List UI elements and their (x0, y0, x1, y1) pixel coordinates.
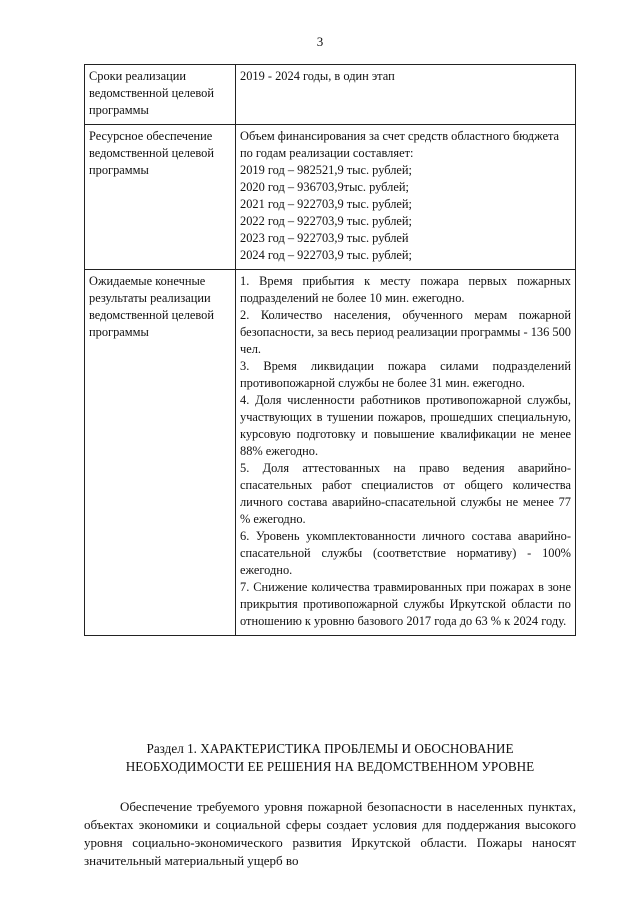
row-value-resource-provision (236, 125, 576, 270)
value-line: 2019 - 2024 годы, в один этап (240, 69, 395, 83)
result-item-4: 4. Доля численности работников противопожарной службы, участвующих в тушении пожаров, прошедших специальную, курсовую подготовку и повышение квалификации не менее 88% ежегодно. (240, 393, 571, 458)
funding-year-2024: 2024 год – 922703,9 тыс. рублей; (240, 248, 412, 262)
row-value-implementation-period (236, 65, 576, 125)
row-label-expected-results: Ожидаемые конечные результаты реализации ведомственной целевой программы (85, 270, 236, 636)
table-row (85, 65, 576, 125)
result-item-3: 3. Время ликвидации пожара силами подразделений противопожарной службы не более 31 мин. ежегодно. (240, 359, 571, 390)
result-item-6: 6. Уровень укомплектованности личного состава аварийно-спасательной службы (соответствие нормативу) - 100% ежегодно. (240, 529, 571, 577)
funding-year-2019: 2019 год – 982521,9 тыс. рублей; (240, 163, 412, 177)
table-row (85, 125, 576, 270)
body-paragraph: Обеспечение требуемого уровня пожарной безопасности в населенных пунктах, объектах экономики и социальной сферы создает условия для поддержания высокого уровня социально-экономического развития Иркутской области. Пожары наносят значительный материальный ущерб во (84, 799, 576, 868)
page-number: 3 (316, 34, 324, 49)
program-passport-table (84, 64, 576, 636)
row-value-expected-results (236, 270, 576, 636)
table-row (85, 270, 576, 636)
section-title-line: НЕОБХОДИМОСТИ ЕЕ РЕШЕНИЯ НА ВЕДОМСТВЕННОМ УРОВНЕ (125, 759, 535, 774)
row-label-implementation-period: Сроки реализации ведомственной целевой программы (85, 65, 236, 125)
result-item-7: 7. Снижение количества травмированных при пожарах в зоне прикрытия противопожарной службы Иркутской области по отношению к уровню базового 2017 года до 63 % к 2024 году. (240, 580, 571, 628)
result-item-2: 2. Количество населения, обученного мерам пожарной безопасности, за весь период реализации программы - 136 500 чел. (240, 308, 571, 356)
funding-year-2021: 2021 год – 922703,9 тыс. рублей; (240, 197, 412, 211)
funding-year-2022: 2022 год – 922703,9 тыс. рублей; (240, 214, 412, 228)
row-label-resource-provision: Ресурсное обеспечение ведомственной целевой программы (85, 125, 236, 270)
funding-year-2020: 2020 год – 936703,9тыс. рублей; (240, 180, 409, 194)
section-title-line: Раздел 1. ХАРАКТЕРИСТИКА ПРОБЛЕМЫ И ОБОСНОВАНИЕ (146, 741, 514, 756)
result-item-5: 5. Доля аттестованных на право ведения аварийно-спасательных работ специалистов от общего количества личного состава аварийно-спасательной службы не менее 77 % ежегодно. (240, 461, 571, 526)
funding-year-2023: 2023 год – 922703,9 тыс. рублей (240, 231, 409, 245)
funding-intro: Объем финансирования за счет средств областного бюджета по годам реализации составляет: (240, 129, 560, 160)
section-title (84, 740, 576, 776)
result-item-1: 1. Время прибытия к месту пожара первых пожарных подразделений не более 10 мин. ежегодно. (240, 274, 571, 305)
